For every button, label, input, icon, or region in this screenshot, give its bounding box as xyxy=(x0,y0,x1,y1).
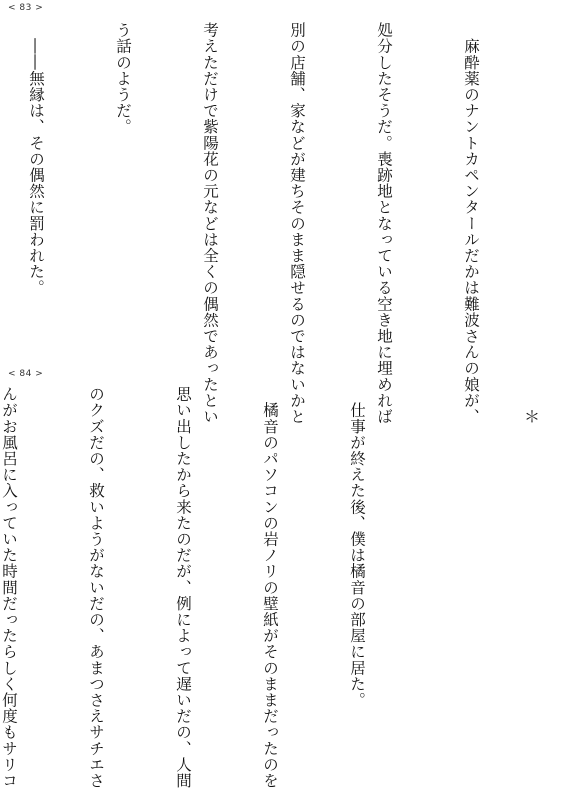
novel-text-column xyxy=(27,22,543,425)
text-line: 処分したそうだ。喪跡地となっている空き地に埋めれば xyxy=(375,22,393,425)
section-break-asterisk: ＊ xyxy=(524,407,541,426)
text-line: 仕事が終えた後、僕は橘音の部屋に居た。 xyxy=(348,386,366,708)
text-line: のクズだの、救いようがないだの、あまつさえサチエさ xyxy=(87,386,105,789)
text-line: う話のようだ。 xyxy=(114,22,132,135)
text-line: 考えただけで紫陽花の元などは全くの偶然であったとい xyxy=(201,22,219,425)
text-line: 別の店舗、家などが建ちそのまま隠せるのではないかと xyxy=(288,22,306,425)
text-line: 橘音のパソコンの岩ノリの壁紙がそのままだったのを xyxy=(261,386,279,789)
page-84 xyxy=(0,366,571,789)
text-line: んがお風呂に入っていた時間だったらしく何度もサリコ xyxy=(0,386,18,789)
novel-text-column xyxy=(0,386,429,789)
text-line: 麻酔薬のナントカペンタールだかは難波さんの娘が、 xyxy=(462,22,480,425)
page-number-label: < 84 > xyxy=(8,369,44,379)
text-line: ――無縁は、その偶然に罰われた。 xyxy=(27,22,45,296)
page-number-label: < 83 > xyxy=(8,3,44,13)
text-line: 思い出したから来たのだが、例によって遅いだの、人間 xyxy=(174,386,192,789)
